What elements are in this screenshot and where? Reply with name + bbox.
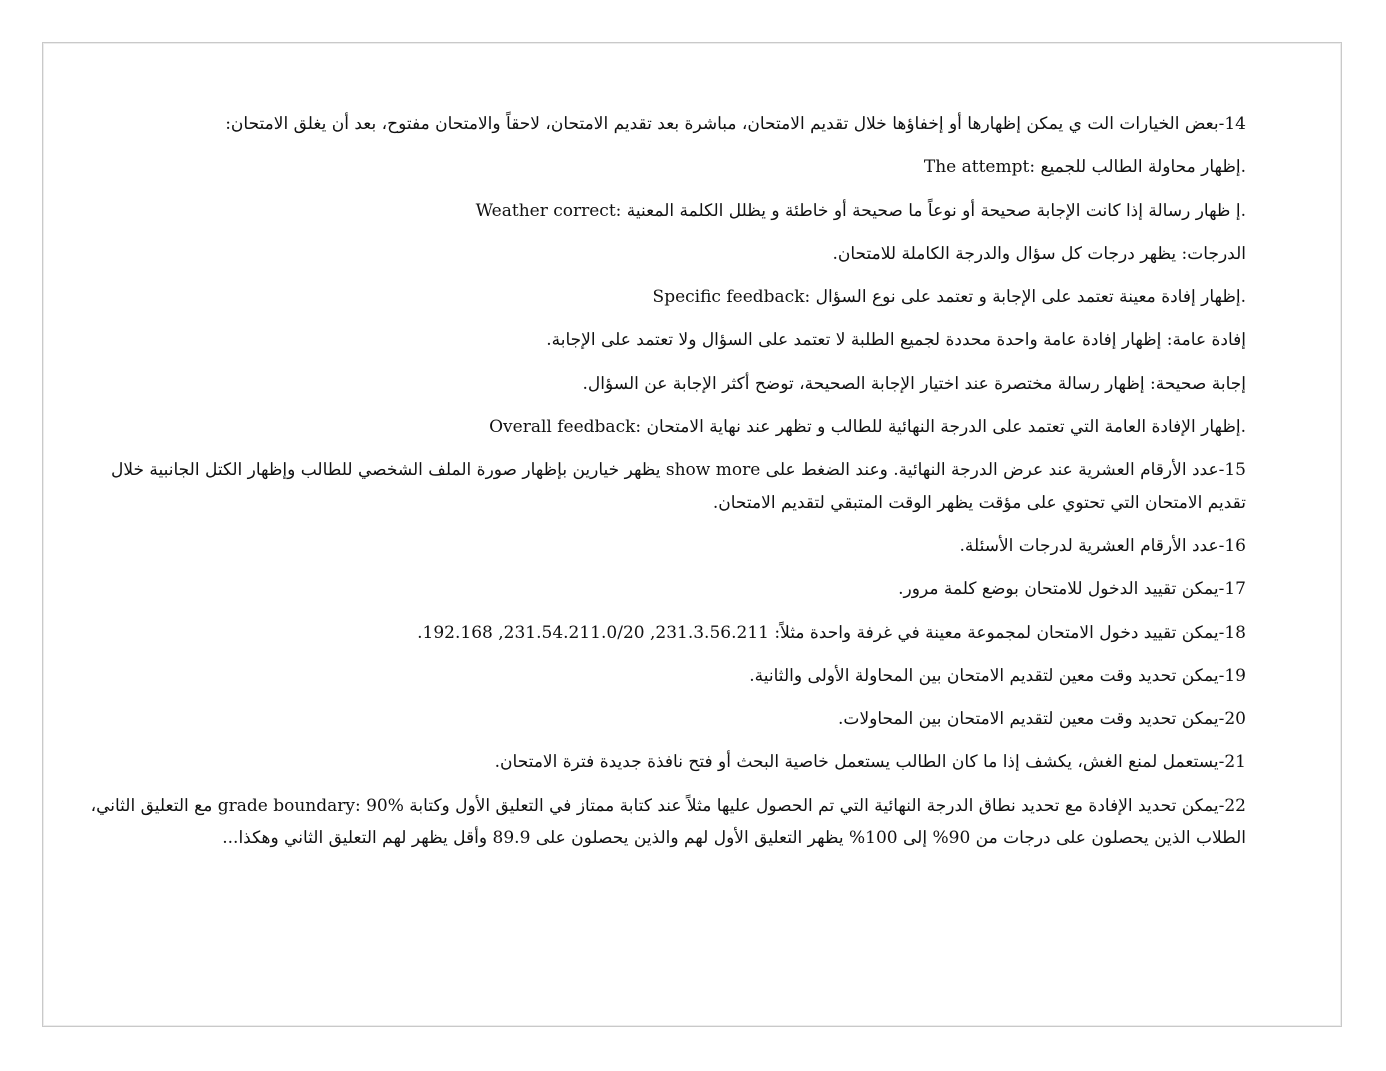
paragraph-the-attempt: The attempt: إظهار محاولة الطالب للجميع. xyxy=(923,157,1246,178)
paragraph-17-password: 17-يمكن تقييد الدخول للامتحان بوضع كلمة مرور. xyxy=(898,579,1246,600)
paragraph-15-decimal-places: 15-عدد الأرقام العشرية عند عرض الدرجة النهائية. وعند الضغط على show more يظهر خيارين بإظهار صورة الملف الشخصي للطالب وإظهار الكتل الجانبية خلال تقديم الامتحان التي تحتوي على مؤقت يظهر الوقت المتبقي لتقديم الامتحان. xyxy=(110,460,1246,513)
paragraph-16-question-decimals: 16-عدد الأرقام العشرية لدرجات الأسئلة. xyxy=(959,535,1246,556)
paragraph-right-answer: إجابة صحيحة: إظهار رسالة مختصرة عند اختيار الإجابة الصحيحة، توضح أكثر الإجابة عن السؤال. xyxy=(582,373,1246,394)
paragraph-20-delay-later: 20-يمكن تحديد وقت معين لتقديم الامتحان بين المحاولات. xyxy=(838,709,1246,730)
paragraph-18-network: 18-يمكن تقييد دخول الامتحان لمجموعة معينة في غرفة واحدة مثلاً: 231.3.56.211, 231.54.211.0/20, 192.168. xyxy=(417,622,1246,643)
paragraph-overall-feedback: Overall feedback: إظهار الإفادة العامة التي تعتمد على الدرجة النهائية للطالب و تظهر عند نهاية الامتحان. xyxy=(489,417,1246,438)
paragraph-19-delay-first-second: 19-يمكن تحديد وقت معين لتقديم الامتحان بين المحاولة الأولى والثانية. xyxy=(749,665,1246,686)
paragraph-grades: الدرجات: يظهر درجات كل سؤال والدرجة الكاملة للامتحان. xyxy=(832,243,1246,264)
paragraph-weather-correct: Weather correct: إ ظهار رسالة إذا كانت الإجابة صحيحة أو نوعاً ما صحيحة أو خاطئة و يظلل الكلمة المعنية. xyxy=(475,200,1246,221)
document-body xyxy=(90,108,1246,865)
paragraph-general-feedback: إفادة عامة: إظهار إفادة عامة واحدة محددة لجميع الطلبة لا تعتمد على السؤال ولا تعتمد على الإجابة. xyxy=(546,330,1246,351)
paragraph-22-grade-boundary: 22-يمكن تحديد الإفادة مع تحديد نطاق الدرجة النهائية التي تم الحصول عليها مثلاً عند كتابة ممتاز في التعليق الأول وكتابة grade boundary: 90% مع التعليق الثاني، الطلاب الذين يحصلون على درجات من 90% إلى 100% يظهر التعليق الأول لهم والذين يحصلون على 89.9 وأقل يظهر لهم التعليق الثاني وهكذا... xyxy=(90,795,1246,849)
paragraph-21-browser-security: 21-يستعمل لمنع الغش، يكشف إذا ما كان الطالب يستعمل خاصية البحث أو فتح نافذة جديدة فترة الامتحان. xyxy=(494,752,1246,773)
paragraph-specific-feedback: Specific feedback: إظهار إفادة معينة تعتمد على الإجابة و تعتمد على نوع السؤال. xyxy=(652,287,1246,308)
paragraph-14-options: 14-بعض الخيارات الت ي يمكن إظهارها أو إخفاؤها خلال تقديم الامتحان، مباشرة بعد تقديم الامتحان، لاحقاً والامتحان مفتوح، بعد أن يغلق الامتحان: xyxy=(225,114,1246,134)
